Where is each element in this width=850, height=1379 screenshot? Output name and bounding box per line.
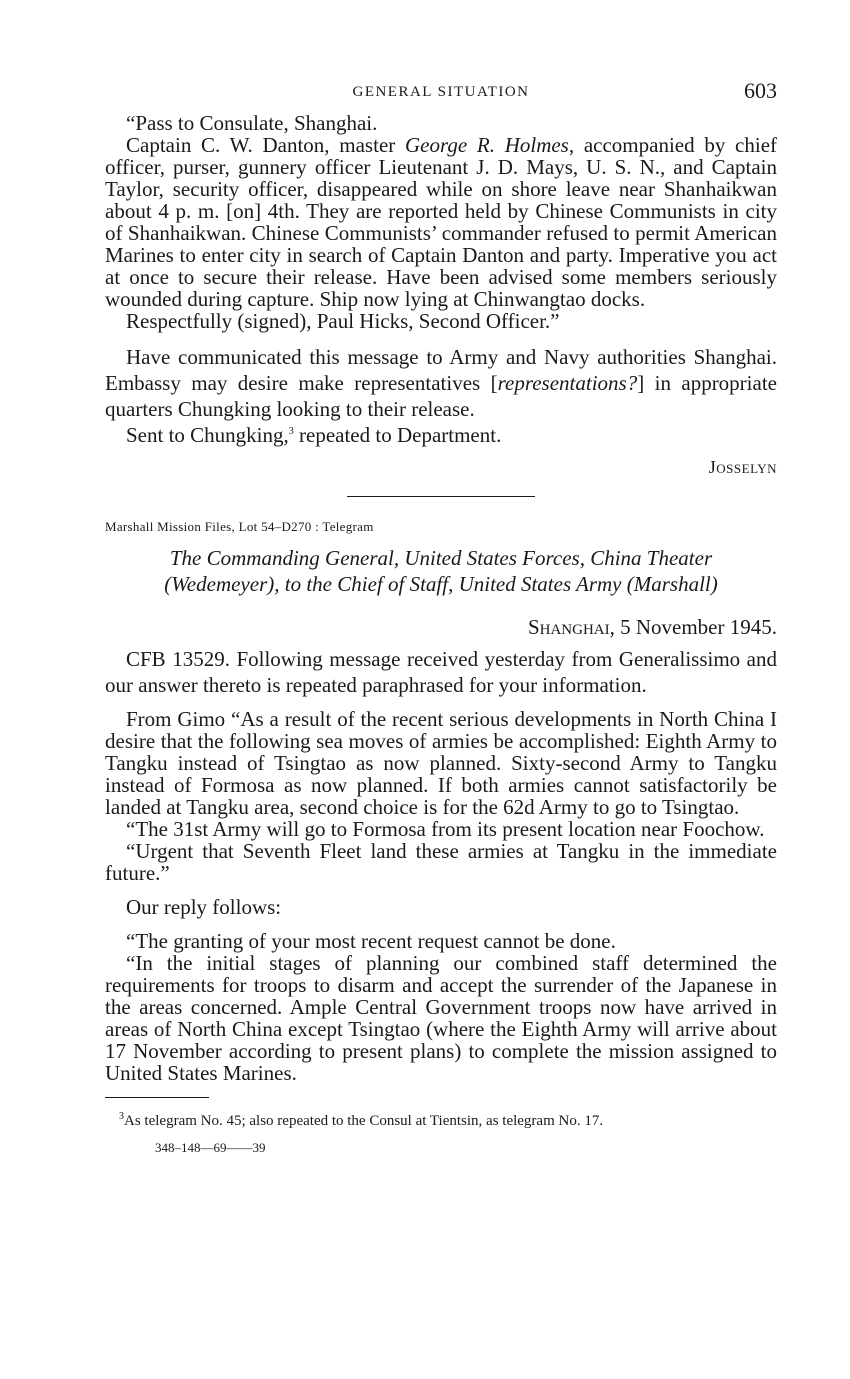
footnote-divider — [105, 1097, 209, 1098]
signature: Josselyn — [708, 457, 777, 477]
title-line-2: (Wedemeyer), to the Chief of Staff, United States Army (Marshall) — [164, 572, 718, 596]
routing-text-start: Sent to Chungking, — [126, 423, 289, 447]
message-body-rest: , accompanied by chief officer, purser, gunnery officer Lieutenant J. D. Mays, U. S. N., and Captain Taylor, security officer, disappeared while on shore leave near Shanhaikwan about 4 p. m. [on] 4th. They are reported held by Chinese Communists in city of Shanhaikwan. Chinese Communists’ commander refused to permit American Marines to enter city in search of Captain Danton and party. Imperative you act at once to secure their release. Have been advised some members seriously wounded during capture. Ship now lying at Chinwangtao docks. — [105, 133, 778, 311]
reply-intro — [105, 894, 777, 920]
editorial-insertion: representations? — [497, 371, 638, 395]
footnote-text: As telegram No. 45; also repeated to the Consul at Tientsin, as telegram No. 17. — [124, 1113, 604, 1129]
gimo-paragraph-2: “The 31st Army will go to Formosa from its present location near Foochow. — [126, 817, 765, 841]
reply-message — [105, 930, 777, 1084]
footnote-marker: 3 — [119, 1111, 124, 1122]
embassy-note — [105, 344, 777, 448]
reply-heading: Our reply follows: — [126, 895, 282, 919]
embassy-paragraph — [105, 344, 777, 422]
footnote-ref: 3 — [288, 426, 294, 437]
dateline — [105, 615, 777, 640]
message-body-start: Captain C. W. Danton, master — [126, 133, 405, 157]
document-page — [105, 78, 777, 1156]
document-title — [105, 545, 777, 597]
footnote — [105, 1112, 777, 1130]
gimo-paragraph-3: “Urgent that Seventh Fleet land these armies at Tangku in the immediate future.” — [105, 839, 777, 885]
quoted-message — [105, 112, 777, 332]
print-code: 348–148—69——39 — [155, 1140, 266, 1155]
running-title: GENERAL SITUATION — [352, 84, 530, 100]
title-line-1: The Commanding General, United States Forces, China Theater — [169, 546, 713, 570]
gimo-paragraph-1: From Gimo “As a result of the recent serious developments in North China I desire that the following sea moves of armies be accomplished: Eighth Army to Tangku instead of Tsingtao as now planned. Sixty-second Army to Tangku instead of Formosa as now planned. If both armies cannot satisfactorily be landed at Tangku area, second choice is for the 62d Army to go to Tsingtao. — [105, 707, 777, 819]
routing-line — [105, 422, 777, 448]
page-header — [105, 78, 777, 108]
embassy-text-end: ] in appropriate quarters Chungking looking to their release. — [105, 371, 777, 421]
embassy-text-start: Have communicated this message to Army and Navy authorities Shanghai. Embassy may desire make representatives [ — [105, 345, 777, 395]
message-body — [105, 134, 777, 310]
gimo-message — [105, 708, 777, 884]
dateline-date: , 5 November 1945. — [609, 615, 777, 639]
ship-name: George R. Holmes — [404, 133, 569, 157]
dateline-place: Shanghai — [527, 615, 610, 639]
routing-text-end: repeated to Department. — [293, 423, 502, 447]
section-divider — [347, 496, 535, 497]
page-number: 603 — [744, 78, 777, 103]
message-signoff: Respectfully (signed), Paul Hicks, Second Officer.” — [126, 309, 560, 333]
source-citation: Marshall Mission Files, Lot 54–D270 : Telegram — [105, 519, 374, 534]
telegram-intro — [105, 646, 777, 698]
reply-paragraph-2: “In the initial stages of planning our combined staff determined the requirements for troops to disarm and accept the surrender of the Japanese in the areas concerned. Ample Central Government troops now have arrived in areas of North China except Tsingtao (where the Eighth Army will arrive about 17 November according to present plans) to complete the mission assigned to United States Marines. — [105, 951, 777, 1085]
reply-paragraph-1: “The granting of your most recent request cannot be done. — [126, 929, 616, 953]
message-salutation: “Pass to Consulate, Shanghai. — [126, 111, 378, 135]
telegram-paragraph-1: CFB 13529. Following message received yesterday from Generalissimo and our answer thereto is repeated paraphrased for your information. — [105, 647, 777, 697]
